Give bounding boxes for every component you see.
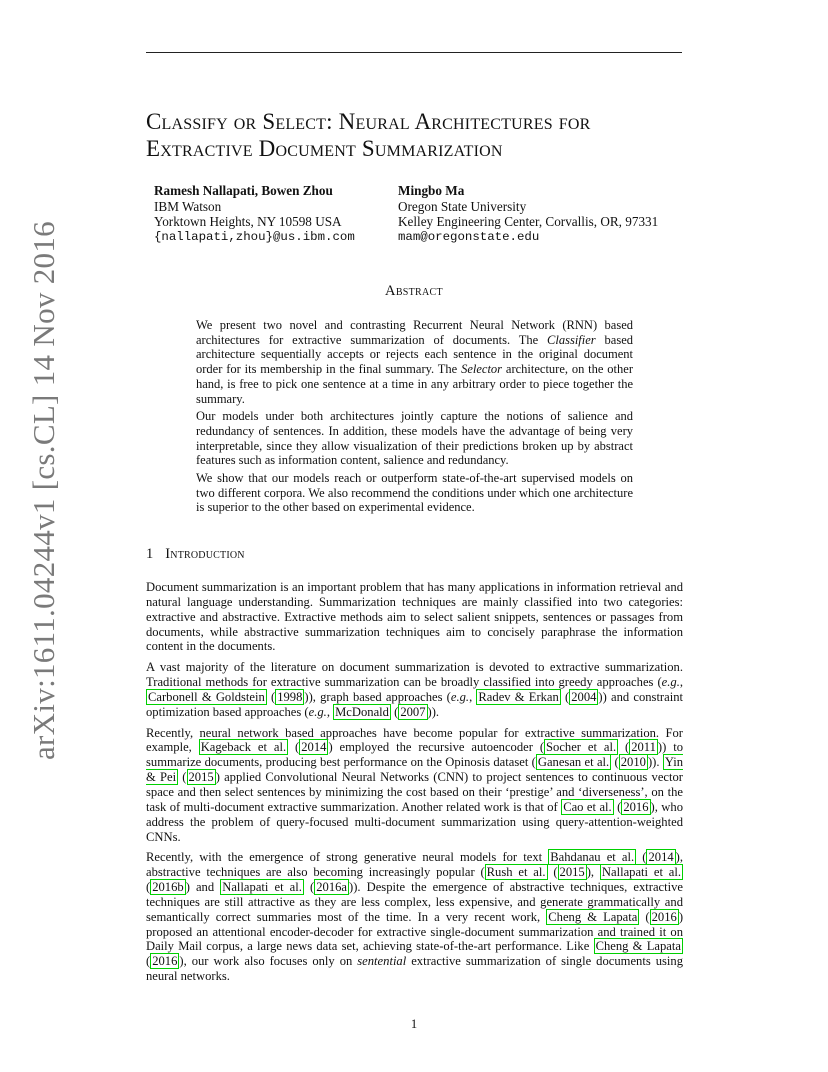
emphasis-eg: e.g. [661, 675, 680, 690]
abstract-body [196, 318, 633, 518]
citation-year-link[interactable]: 2004 [571, 689, 597, 704]
abstract-heading: Abstract [385, 283, 443, 299]
emphasis-selector: Selector [461, 362, 503, 377]
author-email: mam@oregonstate.edu [398, 229, 540, 244]
emphasis-sentential: sentential [357, 954, 407, 969]
author-block-ibm [154, 183, 355, 245]
section-title: Introduction [165, 546, 245, 562]
citation-link[interactable]: Cheng & Lapata [548, 909, 638, 924]
emphasis-eg: e.g. [308, 704, 327, 719]
text-run: )), graph based approaches ( [304, 689, 451, 704]
text-run: )). [427, 704, 440, 719]
citation-link[interactable]: Socher et al. [546, 740, 617, 755]
citation-link[interactable]: Cao et al. [563, 799, 612, 814]
introduction-body [146, 580, 683, 990]
citation-link[interactable]: Kageback et al. [200, 740, 287, 755]
text-run: ( [613, 799, 622, 814]
text-run: , [469, 689, 477, 704]
text-run: ), [586, 865, 600, 880]
citation-year-link[interactable]: 2016 [623, 799, 649, 814]
text-run: ) employed the recursive autoencoder ( [328, 740, 545, 755]
text-run: ( [146, 880, 151, 895]
text-run: )). Despite the emergence of abstractive techniques, extractive techniques are still attractive as they are less complex, less expensive, and generate grammatically and semantically correct summaries most of the time. In a very recent work, [146, 880, 684, 924]
text-run: A vast majority of the literature on document summarization is devoted to extractive summarization. Traditional methods for extractive summarization can be broadly classified into greedy approaches ( [146, 660, 683, 690]
citation-year-link[interactable]: 2016a [316, 880, 347, 895]
text-run: ( [390, 704, 399, 719]
citation-year-link[interactable]: 2014 [648, 850, 674, 865]
text-run: )) and constraint optimization based approaches ( [146, 689, 684, 719]
citation-link[interactable]: Ganesan et al. [537, 755, 610, 770]
citation-year-link[interactable]: 2015 [559, 865, 585, 880]
text-run: ( [547, 865, 558, 880]
author-affiliation: Oregon State University [398, 198, 527, 214]
author-block-osu [398, 183, 658, 245]
text-run: ( [303, 880, 315, 895]
citation-link[interactable]: Rush et al. [486, 865, 546, 880]
text-run: Recently, with the emergence of strong generative neural models for text [146, 850, 549, 865]
author-affiliation: IBM Watson [154, 198, 222, 214]
text-run: ) applied Convolutional Neural Networks (CNN) to project sentences to continuous vector space and then select sentences by minimizing the cost based on their ‘prestige’ and ‘diverseness’, on the task of multi-document extractive summarization. Another related work is that of [146, 770, 683, 814]
text-run: ) proposed an attentional encoder-decoder for extractive single-document summarization and trained it on Daily Mail corpus, a large news data set, achieving state-of-the-art performance. Like [146, 909, 684, 954]
text-run: We present two novel and contrasting Recurrent Neural Network (RNN) based architectures for extractive summarization of documents. The [196, 318, 633, 347]
author-names: Mingbo Ma [398, 183, 465, 198]
emphasis-eg: e.g. [450, 689, 470, 704]
intro-paragraph-3 [146, 726, 683, 845]
text-run: ), our work also focuses only on [179, 954, 358, 969]
author-address: Kelley Engineering Center, Corvallis, OR, 97331 [398, 214, 659, 229]
text-run: , [679, 675, 683, 690]
paper-title-line-2: Extractive Document Summarization [146, 136, 503, 161]
citation-year-link[interactable]: 1998 [277, 689, 303, 704]
text-run: ( [636, 850, 647, 865]
citation-link[interactable]: Yin & Pei [146, 755, 684, 785]
citation-link[interactable]: McDonald [335, 704, 389, 719]
citation-link[interactable]: Nallapati et al. [601, 865, 682, 880]
text-run: Recently, neural network based approaches have become popular for extractive summarization. For example, [146, 725, 683, 755]
author-names: Ramesh Nallapati, Bowen Zhou [154, 183, 333, 198]
text-run: ( [611, 755, 619, 770]
section-number: 1 [146, 546, 154, 562]
text-run: ( [178, 770, 187, 785]
intro-paragraph-2 [146, 660, 683, 719]
paper-title [146, 108, 706, 162]
arxiv-identifier: arXiv:1611.04244v1 [cs.CL] 14 Nov 2016 [26, 221, 61, 760]
citation-link[interactable]: Radev & Erkan [478, 689, 559, 704]
intro-paragraph-1: Document summarization is an important problem that has many applications in information retrieval and natural language understanding. Summarization techniques are mainly classified into two categories: extractive and abstractive. Extractive methods aim to select salient snippets, sentences or passages from documents, while abstractive summarization techniques aim to concisely paraphrase the information content in the documents. [146, 580, 683, 654]
text-run: )) to summarize documents, producing best performance on the Opinosis dataset ( [146, 740, 683, 770]
abstract-paragraph-2: Our models under both architectures jointly capture the notions of salience and redundancy of sentences. In addition, these models have the advantage of being very interpretable, since they allow visualization of their predictions broken up by abstract features such as information content, salience and redundancy. [196, 409, 633, 468]
abstract-paragraph-3: We show that our models reach or outperform state-of-the-art supervised models on two different corpora. We also recommend the conditions under which one architecture is superior to the other based on experimental evidence. [196, 471, 633, 515]
text-run: extractive summarization of single documents using neural networks. [146, 954, 683, 984]
text-run: based architecture sequentially accepts or rejects each sentence in the original document order for its membership in the final summary. The [196, 332, 633, 377]
author-address: Yorktown Heights, NY 10598 USA [154, 214, 342, 229]
text-run: , [326, 704, 334, 719]
citation-link[interactable]: Cheng & Lapata [595, 939, 681, 954]
text-run: ), who address the problem of query-focused multi-document summarization using query-attention-weighted CNNs. [146, 799, 683, 844]
header-rule [146, 52, 682, 53]
text-run: ( [618, 740, 630, 755]
text-run: ( [639, 909, 650, 924]
citation-year-link[interactable]: 2011 [631, 740, 656, 755]
text-run: ( [288, 740, 300, 755]
citation-year-link[interactable]: 2010 [620, 755, 646, 770]
citation-year-link[interactable]: 2016 [152, 954, 178, 969]
citation-link[interactable]: Nallapati et al. [222, 880, 302, 895]
emphasis-classifier: Classifier [547, 332, 596, 347]
intro-paragraph-4 [146, 850, 683, 984]
section-heading-introduction [146, 546, 245, 563]
citation-year-link[interactable]: 2007 [400, 704, 426, 719]
citation-year-link[interactable]: 2014 [301, 740, 327, 755]
citation-link[interactable]: Bahdanau et al. [550, 850, 635, 865]
abstract-paragraph-1 [196, 318, 633, 406]
author-email: {nallapati,zhou}@us.ibm.com [154, 229, 355, 244]
paper-title-line-1: Classify or Select: Neural Architectures for [146, 109, 591, 134]
citation-link[interactable]: Carbonell & Goldstein [148, 689, 265, 704]
text-run: ) and [185, 880, 221, 895]
text-run: )). [647, 755, 663, 770]
text-run: ( [266, 689, 276, 704]
text-run: ( [560, 689, 570, 704]
citation-year-link[interactable]: 2016b [152, 880, 184, 895]
citation-year-link[interactable]: 2015 [188, 770, 214, 785]
citation-year-link[interactable]: 2016 [651, 909, 677, 924]
page-number: 1 [410, 1017, 418, 1031]
text-run: ( [146, 954, 151, 969]
text-run: architecture, on the other hand, is free to pick one sentence at a time in any arbitrary order to piece together the summary. [196, 362, 633, 406]
text-run: ), abstractive techniques are also becoming increasingly popular ( [146, 850, 684, 880]
